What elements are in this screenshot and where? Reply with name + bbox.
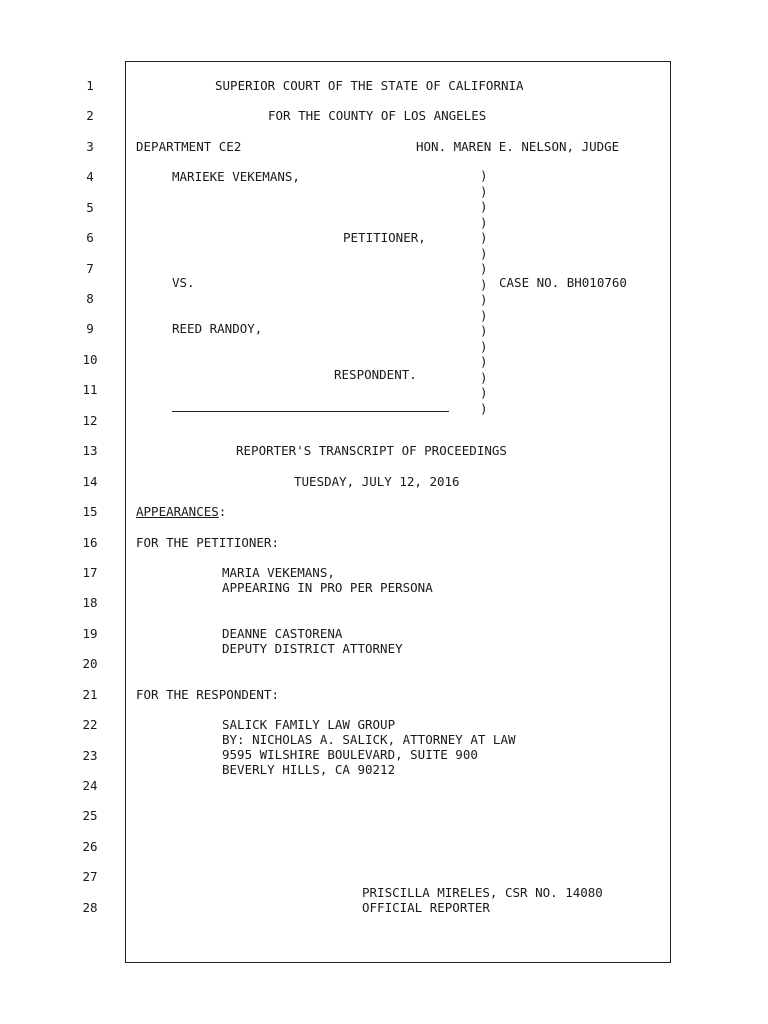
caption-paren: ) [480, 183, 488, 199]
line-number: 14 [82, 474, 98, 489]
district-attorney-title: DEPUTY DISTRICT ATTORNEY [222, 641, 403, 656]
line-number: 21 [82, 687, 98, 702]
respondent-attorney: BY: NICHOLAS A. SALICK, ATTORNEY AT LAW [222, 732, 516, 747]
transcript-title: REPORTER'S TRANSCRIPT OF PROCEEDINGS [236, 443, 507, 458]
petitioner-role: PETITIONER, [343, 230, 426, 245]
respondent-address-line-1: 9595 WILSHIRE BOULEVARD, SUITE 900 [222, 747, 478, 762]
line-number: 15 [82, 504, 98, 519]
appearances-label: APPEARANCES [136, 504, 219, 519]
caption-paren: ) [480, 199, 488, 214]
line-number: 27 [82, 869, 98, 884]
caption-paren: ) [480, 369, 488, 385]
caption-paren: ) [480, 214, 488, 230]
district-attorney-name: DEANNE CASTORENA [222, 626, 343, 641]
line-number: 20 [82, 656, 98, 671]
respondent-name: REED RANDOY, [172, 321, 263, 336]
line-number: 23 [82, 748, 98, 763]
line-number: 1 [86, 78, 94, 93]
line-number: 12 [82, 413, 98, 428]
line-number: 7 [86, 261, 94, 276]
line-number: 2 [86, 108, 94, 123]
line-number: 19 [82, 626, 98, 641]
caption-paren: ) [480, 261, 488, 276]
petitioner-name: MARIEKE VEKEMANS, [172, 169, 300, 184]
line-number: 18 [82, 595, 98, 610]
line-number: 8 [86, 291, 94, 306]
line-number: 24 [82, 778, 98, 793]
appearances-heading [136, 504, 226, 519]
respondent-firm: SALICK FAMILY LAW GROUP [222, 717, 396, 732]
respondent-address-line-2: BEVERLY HILLS, CA 90212 [222, 762, 396, 777]
petitioner-appearance-name: MARIA VEKEMANS, [222, 565, 335, 580]
caption-paren: ) [480, 354, 488, 369]
reporter-name: PRISCILLA MIRELES, CSR NO. 14080 [362, 885, 603, 900]
caption-paren: ) [480, 276, 488, 292]
line-number: 5 [86, 200, 94, 215]
caption-paren: ) [480, 245, 488, 261]
line-number: 10 [82, 352, 98, 367]
caption-paren: ) [480, 292, 488, 307]
caption-paren: ) [480, 338, 488, 354]
caption-paren: ) [480, 168, 488, 183]
judge-name: HON. MAREN E. NELSON, JUDGE [416, 139, 620, 154]
department: DEPARTMENT CE2 [136, 139, 242, 154]
line-number: 22 [82, 717, 98, 732]
reporter-title: OFFICIAL REPORTER [362, 900, 490, 915]
line-number: 3 [86, 139, 94, 154]
line-number: 6 [86, 230, 94, 245]
line-number: 17 [82, 565, 98, 580]
county-name: FOR THE COUNTY OF LOS ANGELES [268, 108, 487, 123]
line-number: 26 [82, 839, 98, 854]
proceeding-date: TUESDAY, JULY 12, 2016 [294, 474, 460, 489]
petitioner-appearance-detail: APPEARING IN PRO PER PERSONA [222, 580, 433, 595]
caption-paren: ) [480, 385, 488, 400]
line-number: 11 [82, 382, 98, 397]
line-number: 4 [86, 169, 94, 184]
caption-paren: ) [480, 400, 488, 416]
caption-paren: ) [480, 323, 488, 338]
petitioner-counsel-heading: FOR THE PETITIONER: [136, 535, 279, 550]
line-number: 9 [86, 321, 94, 336]
line-number: 25 [82, 808, 98, 823]
line-number: 13 [82, 443, 98, 458]
court-name: SUPERIOR COURT OF THE STATE OF CALIFORNIA [215, 78, 524, 93]
caption-paren: ) [480, 230, 488, 245]
respondent-counsel-heading: FOR THE RESPONDENT: [136, 687, 279, 702]
caption-rule [172, 411, 449, 412]
caption-parenthesis-column [480, 168, 492, 416]
case-number: CASE NO. BH010760 [499, 275, 627, 290]
caption-paren: ) [480, 307, 488, 323]
respondent-role: RESPONDENT. [334, 367, 417, 382]
line-number: 28 [82, 900, 98, 915]
line-number: 16 [82, 535, 98, 550]
versus-label: VS. [172, 275, 195, 290]
appearances-colon: : [218, 504, 227, 519]
